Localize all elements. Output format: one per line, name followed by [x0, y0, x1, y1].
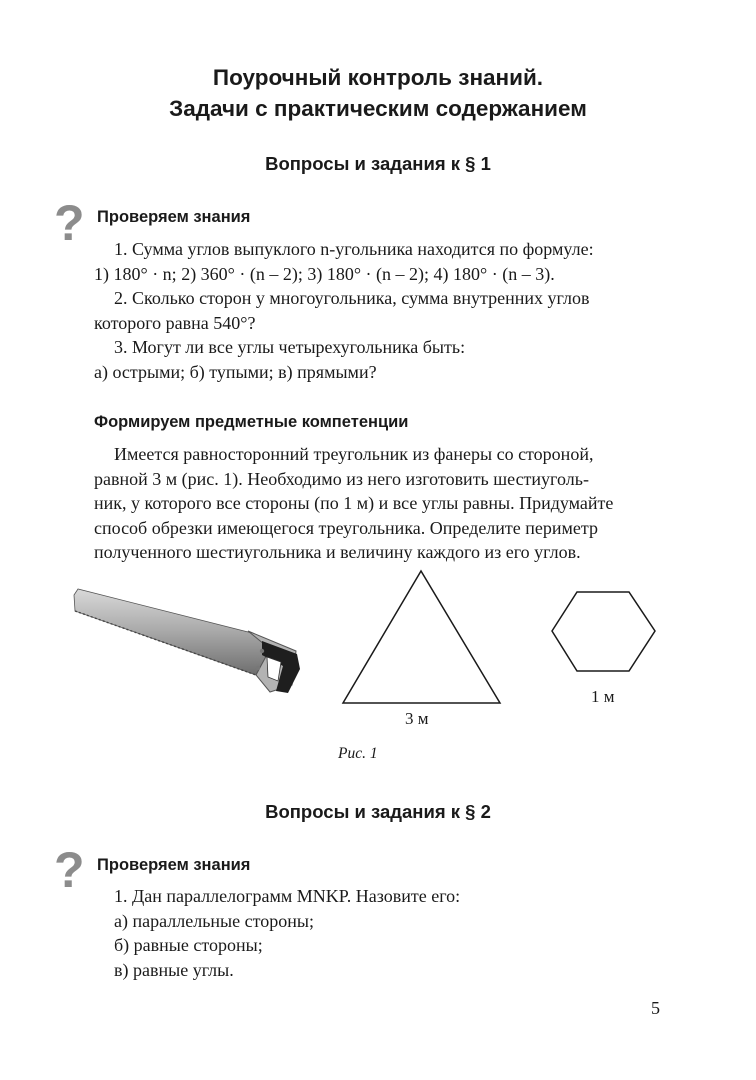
saw-icon: [74, 589, 300, 693]
text-line: б) равные стороны;: [114, 935, 263, 955]
text-line: 1. Сумма углов выпуклого n-угольника находится по формуле:: [114, 239, 594, 259]
text-line: 2. Сколько сторон у многоугольника, сумма внутренних углов: [114, 288, 590, 308]
competence-text: [94, 442, 664, 565]
figure-1: [0, 565, 756, 785]
text-line: а) острыми; б) тупыми; в) прямыми?: [94, 361, 377, 382]
figure-1-drawing: [0, 565, 756, 785]
text-line: способ обрезки имеющегося треугольника. Определите периметр: [94, 517, 598, 538]
text-line: ник, у которого все стороны (по 1 м) и все углы равны. Придумайте: [94, 493, 614, 513]
text-line: 1. Дан параллелограмм MNKP. Назовите его:: [114, 886, 461, 906]
figure-caption: Рис. 1: [338, 745, 378, 762]
title-line-1: Поурочный контроль знаний.: [212, 65, 544, 90]
text-line: равной 3 м (рис. 1). Необходимо из него изготовить шестиуголь-: [94, 468, 589, 489]
text-line: полученного шестиугольника и величину каждого из его углов.: [94, 542, 581, 562]
competence-heading: Формируем предметные компетенции: [94, 413, 409, 431]
text-line: 1) 180° · n; 2) 360° · (n – 2); 3) 180° · (n – 2); 4) 180° · (n – 3).: [94, 263, 555, 284]
text-line: в) равные углы.: [114, 959, 234, 980]
hexagon-side-label: 1 м: [591, 687, 615, 706]
check-knowledge-text-2: [94, 884, 664, 982]
section-1-heading: Вопросы и задания к § 1: [265, 153, 491, 174]
title-line-2: Задачи с практическим содержанием: [169, 96, 587, 121]
question-mark-icon: ?: [54, 842, 85, 898]
section-2-heading: Вопросы и задания к § 2: [265, 801, 491, 822]
check-knowledge-heading-1: Проверяем знания: [97, 208, 251, 226]
check-knowledge-heading-2: Проверяем знания: [97, 856, 251, 874]
page-title: [0, 62, 756, 124]
page-number: 5: [651, 998, 660, 1018]
triangle-shape: [343, 571, 500, 703]
question-mark-icon: ?: [54, 195, 85, 251]
check-knowledge-text-1: [94, 237, 664, 384]
text-line: а) параллельные стороны;: [114, 910, 314, 931]
text-line: Имеется равносторонний треугольник из фанеры со стороной,: [114, 444, 594, 464]
text-line: 3. Могут ли все углы четырехугольника быть:: [114, 337, 466, 357]
triangle-side-label: 3 м: [405, 709, 429, 728]
hexagon-shape: [552, 592, 655, 671]
text-line: которого равна 540°?: [94, 312, 256, 333]
